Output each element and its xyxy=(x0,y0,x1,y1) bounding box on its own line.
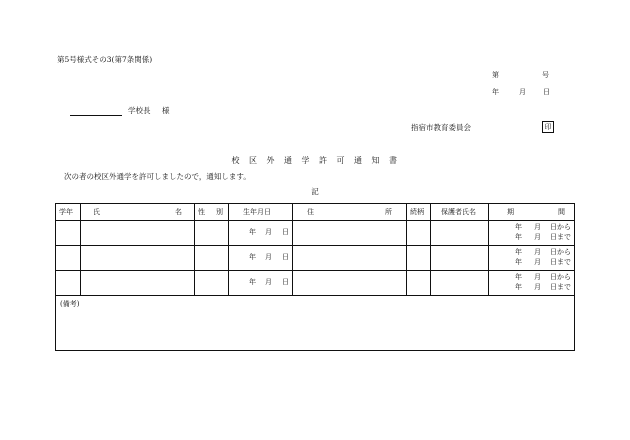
period-to-month: 月 xyxy=(534,283,541,291)
period-to-day: 日まで xyxy=(550,283,571,291)
column-divider xyxy=(292,204,293,296)
period-to-month: 月 xyxy=(534,233,541,241)
ki-marker: 記 xyxy=(311,187,319,196)
period-to-day: 日まで xyxy=(550,258,571,266)
header-gender-sei: 性 xyxy=(198,208,205,216)
document-number-suffix: 号 xyxy=(542,71,549,79)
table-header-divider xyxy=(56,220,574,221)
birth-day-label: 日 xyxy=(282,278,289,286)
birth-day-label: 日 xyxy=(282,253,289,261)
permission-table xyxy=(55,203,575,351)
period-from-month: 月 xyxy=(534,223,541,231)
remarks-label: (備考) xyxy=(60,300,80,308)
header-period-kan: 間 xyxy=(558,208,565,216)
period-from-year: 年 xyxy=(515,273,522,281)
period-from-day: 日から xyxy=(550,273,571,281)
header-guardian-name: 保護者氏名 xyxy=(441,208,476,216)
birth-year-label: 年 xyxy=(249,228,256,236)
document-number-prefix: 第 xyxy=(492,71,499,79)
header-gender-betsu: 別 xyxy=(216,208,223,216)
period-to-year: 年 xyxy=(515,283,522,291)
birth-month-label: 月 xyxy=(265,278,272,286)
period-from-year: 年 xyxy=(515,248,522,256)
header-relation: 続柄 xyxy=(410,208,424,216)
period-to-day: 日まで xyxy=(550,233,571,241)
school-name-blank xyxy=(70,115,122,116)
header-name-shi: 氏 xyxy=(93,208,100,216)
header-address-ju: 住 xyxy=(307,208,314,216)
form-number: 第5号様式その3(第7条関係) xyxy=(57,55,153,64)
birth-day-label: 日 xyxy=(282,228,289,236)
birth-year-label: 年 xyxy=(249,253,256,261)
period-to-month: 月 xyxy=(534,258,541,266)
notice-text: 次の者の校区外通学を許可しましたので，通知します。 xyxy=(64,172,251,181)
period-to-year: 年 xyxy=(515,258,522,266)
column-divider xyxy=(80,204,81,296)
column-divider xyxy=(194,204,195,296)
birth-month-label: 月 xyxy=(265,228,272,236)
issuer-name: 指宿市教育委員会 xyxy=(411,123,471,132)
addressee-honorific: 様 xyxy=(162,106,170,115)
period-from-year: 年 xyxy=(515,223,522,231)
addressee-principal: 学校長 xyxy=(128,106,151,115)
column-divider xyxy=(488,204,489,296)
table-row-divider xyxy=(56,245,574,246)
period-from-month: 月 xyxy=(534,273,541,281)
header-address-sho: 所 xyxy=(385,208,392,216)
period-from-month: 月 xyxy=(534,248,541,256)
column-divider xyxy=(228,204,229,296)
header-name-mei: 名 xyxy=(175,208,182,216)
period-from-day: 日から xyxy=(550,248,571,256)
period-to-year: 年 xyxy=(515,233,522,241)
birth-year-label: 年 xyxy=(249,278,256,286)
table-remarks-divider xyxy=(56,295,574,296)
period-from-day: 日から xyxy=(550,223,571,231)
column-divider xyxy=(430,204,431,296)
date-year: 年 xyxy=(492,88,499,96)
table-row-divider xyxy=(56,270,574,271)
document-title: 校区外通学許可通知書 xyxy=(231,156,407,165)
header-birthdate: 生年月日 xyxy=(243,208,271,216)
column-divider xyxy=(406,204,407,296)
date-day: 日 xyxy=(543,88,550,96)
header-grade: 学年 xyxy=(59,208,73,216)
date-month: 月 xyxy=(519,88,526,96)
birth-month-label: 月 xyxy=(265,253,272,261)
seal-stamp: 印 xyxy=(542,121,554,133)
header-period-ki: 期 xyxy=(507,208,514,216)
